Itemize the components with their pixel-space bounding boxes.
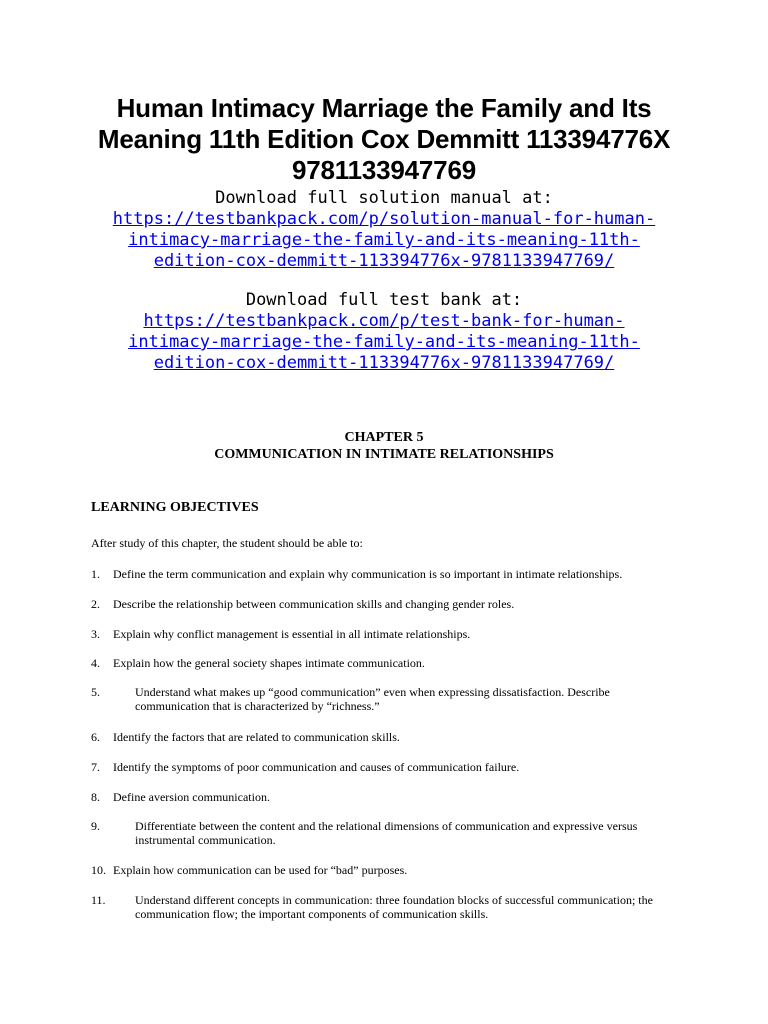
objective-number: 11. [91,893,106,907]
objective-text: Identify the factors that are related to communication skills. [113,730,400,744]
objective-number: 3. [91,627,100,641]
objective-number: 4. [91,656,100,670]
chapter-heading [0,429,768,463]
objective-number: 7. [91,760,100,774]
objective-text: Identify the symptoms of poor communication and causes of communication failure. [113,760,520,774]
objective-text: Define the term communication and explain why communication is so important in intimate relationships. [113,567,623,581]
objective-number: 6. [91,730,100,744]
chapter-title: COMMUNICATION IN INTIMATE RELATIONSHIPS [214,447,554,462]
objective-text: Describe the relationship between communication skills and changing gender roles. [113,597,515,611]
test-bank-link[interactable]: https://testbankpack.com/p/test-bank-for-human- [143,311,625,331]
test-bank-label: Download full test bank at: [245,290,523,310]
solution-manual-link[interactable]: https://testbankpack.com/p/solution-manual-for-human- [112,209,656,229]
test-bank-block [40,290,728,374]
objective-number: 8. [91,790,100,804]
test-bank-link[interactable]: intimacy-marriage-the-family-and-its-meaning-11th- [128,332,640,352]
solution-manual-link[interactable]: edition-cox-demmitt-113394776x-9781133947769/ [153,251,615,271]
objective-text: Explain why conflict management is essential in all intimate relationships. [113,627,471,641]
test-bank-link[interactable]: edition-cox-demmitt-113394776x-9781133947769/ [153,353,615,373]
objective-text: Differentiate between the content and the relational dimensions of communication and expressive versus [135,819,638,833]
objective-number: 2. [91,597,100,611]
objective-text: Define aversion communication. [113,790,270,804]
chapter-number: CHAPTER 5 [344,430,424,445]
objective-text: Understand what makes up “good communication” even when expressing dissatisfaction. Describe [135,685,610,699]
objective-number: 1. [91,567,100,581]
objective-text: Explain how communication can be used for “bad” purposes. [113,863,408,877]
solution-manual-link[interactable]: intimacy-marriage-the-family-and-its-meaning-11th- [128,230,640,250]
objective-text: communication that is characterized by “richness.” [135,699,380,713]
title-line: 9781133947769 [292,155,476,185]
title-line: Human Intimacy Marriage the Family and Its [116,93,652,123]
objective-text: communication flow; the important components of communication skills. [135,907,489,921]
learning-objectives-heading: LEARNING OBJECTIVES [91,500,259,515]
document-title [60,93,708,186]
objective-text: Understand different concepts in communication: three foundation blocks of successful communication; the [135,893,653,907]
objective-number: 9. [91,819,100,833]
objective-number: 5. [91,685,100,699]
objective-number: 10. [91,863,106,877]
solution-manual-block [40,188,728,272]
solution-manual-label: Download full solution manual at: [215,188,553,208]
objective-text: Explain how the general society shapes intimate communication. [113,656,425,670]
objective-text: instrumental communication. [135,833,276,847]
learning-objectives-intro: After study of this chapter, the student should be able to: [91,536,363,550]
title-line: Meaning 11th Edition Cox Demmitt 113394776X [97,124,671,154]
